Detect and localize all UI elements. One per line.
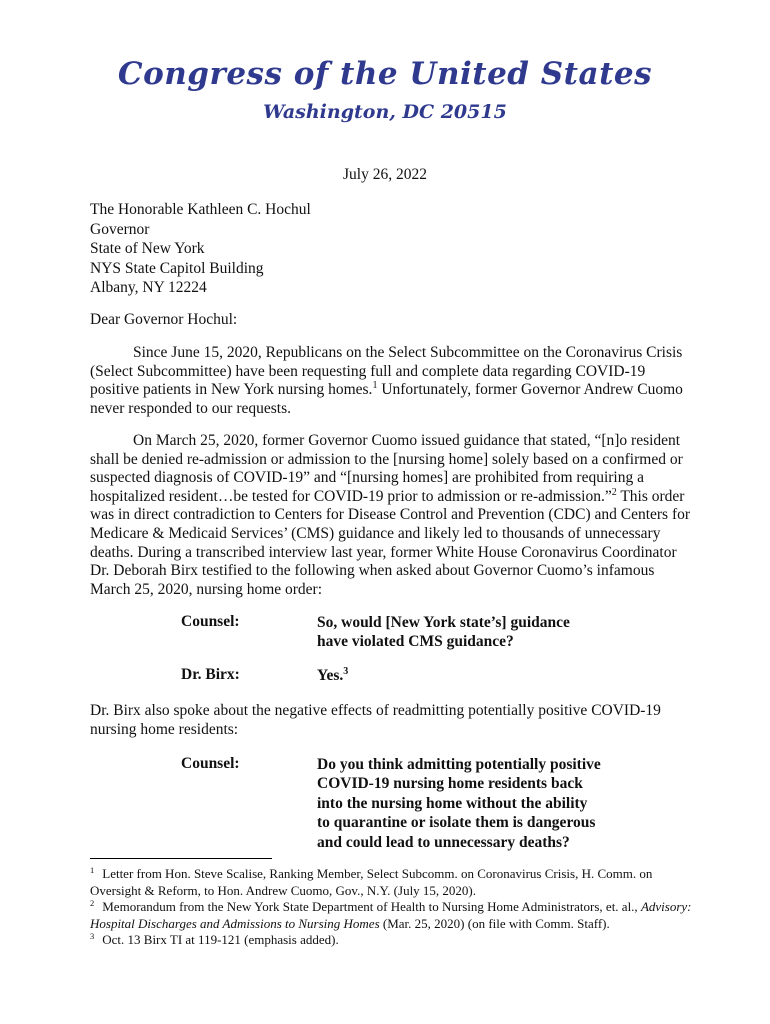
footnote-text: Letter from Hon. Steve Scalise, Ranking Member, Select Subcomm. on Coronavirus Crisis, H. Comm. on — [102, 866, 653, 881]
footnote-ref: 1 — [372, 380, 378, 392]
salutation: Dear Governor Hochul: — [90, 311, 238, 328]
footnote-text: Memorandum from the New York State Department of Health to Nursing Home Administrators, et. al., — [102, 899, 641, 915]
letterhead-title: Congress of the United States — [117, 56, 653, 92]
paragraph-text: This order — [616, 487, 685, 505]
recipient-address — [90, 200, 311, 298]
letterhead-subtitle: Washington, DC 20515 — [263, 101, 507, 123]
paragraph-line: (Select Subcommittee) have been requesting full and complete data regarding COVID-19 — [90, 362, 646, 380]
footnote-3 — [90, 932, 690, 949]
footnote-1 — [90, 866, 690, 883]
paragraph-text: hospitalized resident…be tested for COVID-19 prior to admission or re-admission.” — [90, 487, 612, 505]
paragraph-text: positive patients in New York nursing homes. — [90, 381, 373, 399]
footnote-text: Oct. 13 Birx TI at 119-121 (emphasis added). — [102, 932, 339, 948]
recipient-city: Albany, NY 12224 — [90, 279, 207, 297]
paragraph-line: was in direct contradiction to Centers for Disease Control and Prevention (CDC) and Centers for — [90, 506, 691, 524]
paragraph-line: deaths. During a transcribed interview last year, former White House Coronavirus Coordinator — [90, 543, 677, 561]
paragraph-line: never responded to our requests. — [90, 399, 292, 417]
recipient-title: Governor — [90, 220, 150, 238]
recipient-state: State of New York — [90, 240, 205, 258]
paragraph-line: nursing home residents: — [90, 720, 239, 738]
footnote-ref: 3 — [343, 666, 349, 677]
footnote-divider — [90, 858, 272, 859]
footnote-ref: 2 — [611, 486, 617, 498]
footnote-line — [90, 916, 690, 933]
footnote-number: 3 — [90, 931, 95, 942]
letter-date: July 26, 2022 — [343, 166, 427, 183]
quote-line: to quarantine or isolate them is dangerous — [317, 814, 596, 832]
paragraph-text: Unfortunately, former Governor Andrew Cuomo — [377, 381, 683, 399]
footnotes — [90, 866, 690, 949]
paragraph-line: On March 25, 2020, former Governor Cuomo issued guidance that stated, “[n]o resident — [133, 432, 681, 449]
recipient-building: NYS State Capitol Building — [90, 259, 264, 277]
paragraph-line: Medicare & Medicaid Services’ (CMS) guidance and likely led to thousands of unnecessary — [90, 524, 661, 542]
footnote-italic: Advisory: — [640, 899, 692, 915]
paragraph-line: suspected diagnosis of COVID-19” and “[nursing homes] are prohibited from requiring a — [90, 469, 644, 487]
birx-answer — [317, 666, 592, 685]
quote-line: Do you think admitting potentially positive — [317, 756, 601, 773]
counsel-question-2 — [317, 755, 601, 852]
counsel-question-1 — [317, 613, 592, 652]
paragraph-line: March 25, 2020, nursing home order: — [90, 580, 323, 598]
speaker-counsel-2: Counsel: — [181, 755, 240, 772]
paragraph-1 — [90, 344, 684, 418]
paragraph-line: shall be denied re-admission or admission to the [nursing home] solely based on a confirmed or — [90, 450, 683, 468]
quote-line: So, would [New York state’s] guidance — [317, 614, 570, 631]
paragraph-line — [90, 381, 684, 400]
quote-line: and could lead to unnecessary deaths? — [317, 833, 570, 851]
speaker-birx: Dr. Birx: — [181, 666, 240, 683]
recipient-name: The Honorable Kathleen C. Hochul — [90, 201, 311, 218]
paragraph-line: Since June 15, 2020, Republicans on the Select Subcommittee on the Coronavirus Crisis — [133, 344, 683, 361]
answer-text: Yes. — [317, 667, 344, 684]
footnote-line: Oversight & Reform, to Hon. Andrew Cuomo, Gov., N.Y. (July 15, 2020). — [90, 882, 477, 898]
paragraph-line — [90, 488, 684, 507]
footnote-number: 1 — [90, 865, 95, 875]
quote-line: into the nursing home without the ability — [317, 794, 588, 812]
paragraph-line: Dr. Birx also spoke about the negative effects of readmitting potentially positive COVID-19 — [90, 702, 661, 719]
footnote-number: 2 — [90, 898, 95, 909]
quote-line: have violated CMS guidance? — [317, 633, 514, 651]
footnote-text: (Mar. 25, 2020) (on file with Comm. Staff). — [379, 915, 610, 931]
speaker-counsel: Counsel: — [181, 613, 240, 630]
quote-line: COVID-19 nursing home residents back — [317, 775, 583, 793]
paragraph-3 — [90, 702, 684, 739]
footnote-italic: Hospital Discharges and Admissions to Nursing Homes — [90, 915, 380, 931]
paragraph-2 — [90, 432, 691, 599]
footnote-2 — [90, 899, 690, 916]
paragraph-line: Dr. Deborah Birx testified to the following when asked about Governor Cuomo’s infamous — [90, 562, 655, 580]
